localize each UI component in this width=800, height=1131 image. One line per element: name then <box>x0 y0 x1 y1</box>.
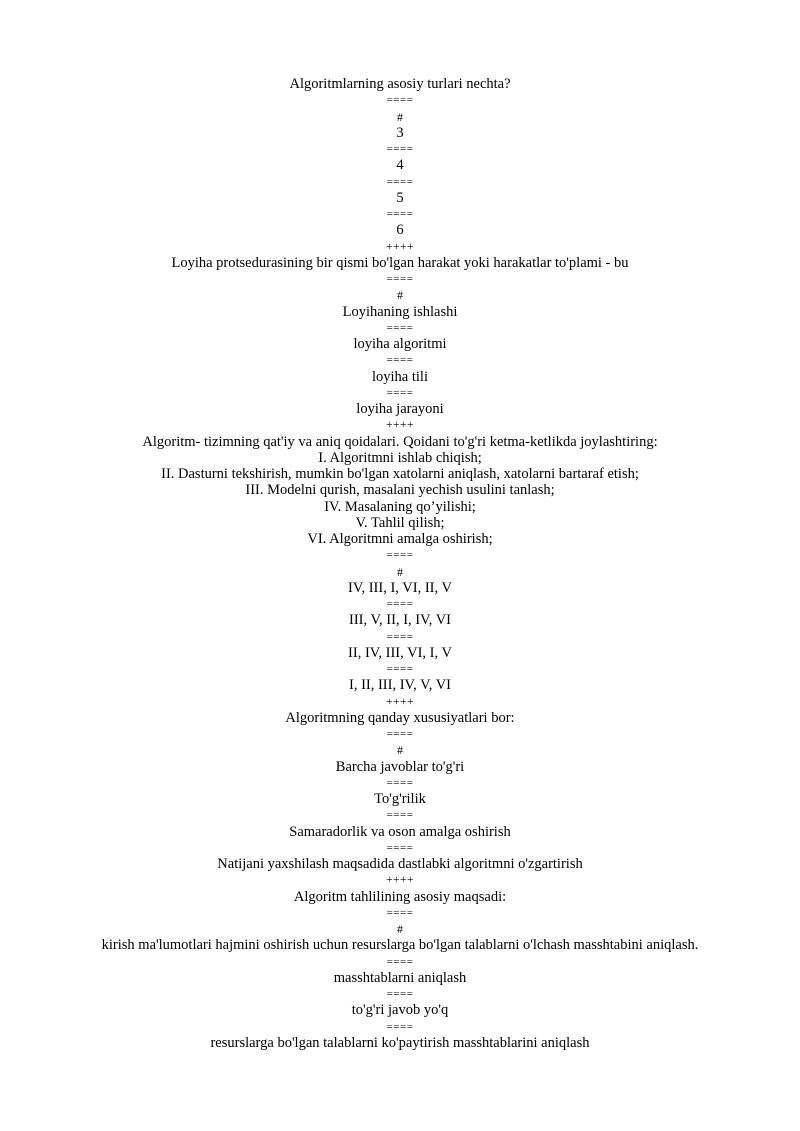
correct-answer-marker: # <box>397 109 403 124</box>
option-separator: ==== <box>386 906 414 919</box>
option-separator: ==== <box>386 386 414 399</box>
question-block <box>0 255 800 434</box>
question-block <box>0 710 800 889</box>
answer-option: resurslarga bo'lgan talablarni ko'paytirish masshtablarini aniqlash <box>210 1034 590 1051</box>
question-end-marker: ++++ <box>386 695 414 708</box>
question-text-step: I. Algoritmni ishlab chiqish; <box>318 449 482 466</box>
test-document <box>0 76 800 1051</box>
answer-option: IV, III, I, VI, II, V <box>348 579 452 596</box>
answer-option: Barcha javoblar to'g'ri <box>335 758 465 775</box>
option-separator: ==== <box>386 1020 414 1033</box>
option-separator: ==== <box>386 955 414 968</box>
answer-option: 4 <box>396 157 404 174</box>
option-separator: ==== <box>386 663 414 675</box>
option-separator: ==== <box>386 630 414 643</box>
question-block <box>0 434 800 710</box>
answer-option: To'g'rilik <box>374 791 426 807</box>
question-block <box>0 76 800 255</box>
answer-option: II, IV, III, VI, I, V <box>348 644 452 661</box>
answer-option: 5 <box>396 189 404 206</box>
answer-option: to'g'ri javob yo'q <box>351 1002 449 1019</box>
answer-option: masshtablarni aniqlash <box>333 969 467 986</box>
question-end-marker: ++++ <box>386 874 414 887</box>
option-separator: ==== <box>386 208 414 220</box>
correct-answer-marker: # <box>397 743 403 758</box>
answer-option: 3 <box>396 124 404 141</box>
question-text: Algoritmning qanday xususiyatlari bor: <box>285 709 515 726</box>
answer-option: III, V, II, I, IV, VI <box>348 612 452 629</box>
option-separator: ==== <box>386 841 414 854</box>
answer-option: 6 <box>396 222 404 239</box>
question-text-step: V. Tahlil qilish; <box>355 514 445 531</box>
question-text-step: VI. Algoritmni amalga oshirish; <box>307 531 493 547</box>
option-separator: ==== <box>386 143 414 155</box>
answer-option: I, II, III, IV, V, VI <box>348 677 452 694</box>
question-text: Loyiha protsedurasining bir qismi bo'lgan harakat yoki harakatlar to'plami - bu <box>171 254 629 271</box>
answer-option: loyiha jarayoni <box>356 401 444 417</box>
answer-option: Natijani yaxshilash maqsadida dastlabki algoritmni o'zgartirish <box>217 856 583 872</box>
option-separator: ==== <box>386 321 414 334</box>
correct-answer-marker: # <box>397 922 403 936</box>
option-separator: ==== <box>386 175 414 188</box>
option-separator: ==== <box>386 598 414 610</box>
question-text-step: III. Modelni qurish, masalani yechish usulini tanlash; <box>245 482 555 499</box>
question-text: Algoritmlarning asosiy turlari nechta? <box>289 76 511 92</box>
option-separator: ==== <box>386 549 414 562</box>
answer-option: loyiha algoritmi <box>353 336 447 352</box>
question-text: Algoritm- tizimning qat'iy va aniq qoidalari. Qoidani to'g'ri ketma-ketlikda joylashtiring: <box>142 433 658 450</box>
answer-option: Samaradorlik va oson amalga oshirish <box>289 823 511 840</box>
question-end-marker: ++++ <box>386 240 414 253</box>
answer-option: Loyihaning ishlashi <box>342 303 458 320</box>
option-separator: ==== <box>386 354 414 367</box>
option-separator: ==== <box>386 94 414 107</box>
question-end-marker: ++++ <box>386 419 414 432</box>
answer-option: loyiha tili <box>372 368 428 385</box>
option-separator: ==== <box>386 809 414 822</box>
correct-answer-marker: # <box>397 564 403 579</box>
question-block <box>0 889 800 1052</box>
question-text-step: IV. Masalaning qo’yilishi; <box>324 498 476 515</box>
question-text-step: II. Dasturni tekshirish, mumkin bo'lgan xatolarni aniqlash, xatolarni bartaraf etish; <box>161 466 639 482</box>
answer-option: kirish ma'lumotlari hajmini oshirish uchun resurslarga bo'lgan talablarni o'lchash masshtabini aniqlash. <box>101 937 699 954</box>
correct-answer-marker: # <box>397 288 403 303</box>
option-separator: ==== <box>386 776 414 789</box>
option-separator: ==== <box>386 273 414 285</box>
option-separator: ==== <box>386 988 414 1000</box>
question-text: Algoritm tahlilining asosiy maqsadi: <box>293 888 507 905</box>
option-separator: ==== <box>386 728 414 740</box>
